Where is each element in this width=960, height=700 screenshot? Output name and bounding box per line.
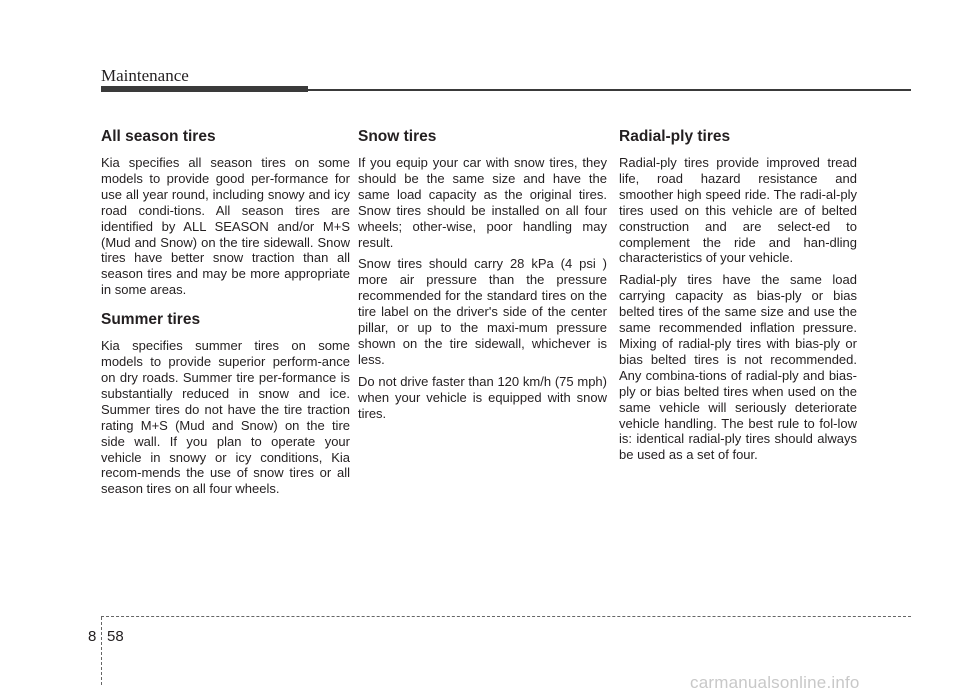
page-number: 58 [107, 628, 124, 645]
paragraph: Kia specifies summer tires on some models to provide superior perform-ance on dry roads. Summer tire per-formance is substantially reduced in snow and ice. Summer tires do not have the tire traction rating M+S (Mud and Snow) on the tire side wall. If you plan to operate your vehicle in snowy or icy conditions, Kia recom-mends the use of snow tires or all season tires on all four wheels. [101, 338, 350, 497]
column-3 [619, 128, 857, 469]
paragraph: Do not drive faster than 120 km/h (75 mph) when your vehicle is equipped with snow tires. [358, 373, 607, 421]
heading-summer-tires: Summer tires [101, 311, 201, 329]
paragraph: Kia specifies all season tires on some models to provide good per-formance for use all year round, including snowy and icy road condi-tions. All season tires are identified by ALL SEASON and/or M+S (Mud and Snow) on the tire sidewall. Snow tires have better snow traction than all season tires and may be more appropriate in some areas. [101, 155, 350, 298]
section-title: Maintenance [101, 66, 189, 85]
watermark: carmanualsonline.info [690, 673, 860, 692]
footer-rule [101, 616, 911, 617]
heading-radial-ply-tires: Radial-ply tires [619, 128, 731, 145]
heading-all-season-tires: All season tires [101, 128, 216, 145]
column-2 [358, 128, 607, 428]
paragraph: Radial-ply tires provide improved tread life, road hazard resistance and smoother high speed ride. The radi-al-ply tires used on this vehicle are of belted construction and are select-ed to complement the ride and han-dling characteristics of your vehicle. [619, 155, 857, 266]
paragraph: If you equip your car with snow tires, they should be the same size and have the same load capacity as the original tires. Snow tires should be installed on all four wheels; other-wise, poor handling may result. [358, 155, 607, 250]
column-1 [101, 128, 350, 503]
heading-snow-tires: Snow tires [358, 128, 437, 145]
paragraph: Snow tires should carry 28 kPa (4 psi ) more air pressure than the pressure recommended for the standard tires on the tire label on the driver's side of the center pillar, or up to the maxi-mum pressure shown on the tire sidewall, whichever is less. [358, 256, 607, 367]
footer-divider [101, 617, 102, 685]
paragraph: Radial-ply tires have the same load carrying capacity as bias-ply or bias belted tires of the same size and use the same recommended inflation pressure. Mixing of radial-ply tires with bias-ply or bias belted tires is not recommended. Any combina-tions of radial-ply and bias-ply or bias belted tires when used on the same vehicle will seriously deteriorate vehicle handling. The best rule to fol-low is: identical radial-ply tires should always be used as a set of four. [619, 272, 857, 463]
header-accent-bar [101, 86, 308, 92]
chapter-number: 8 [88, 628, 97, 645]
